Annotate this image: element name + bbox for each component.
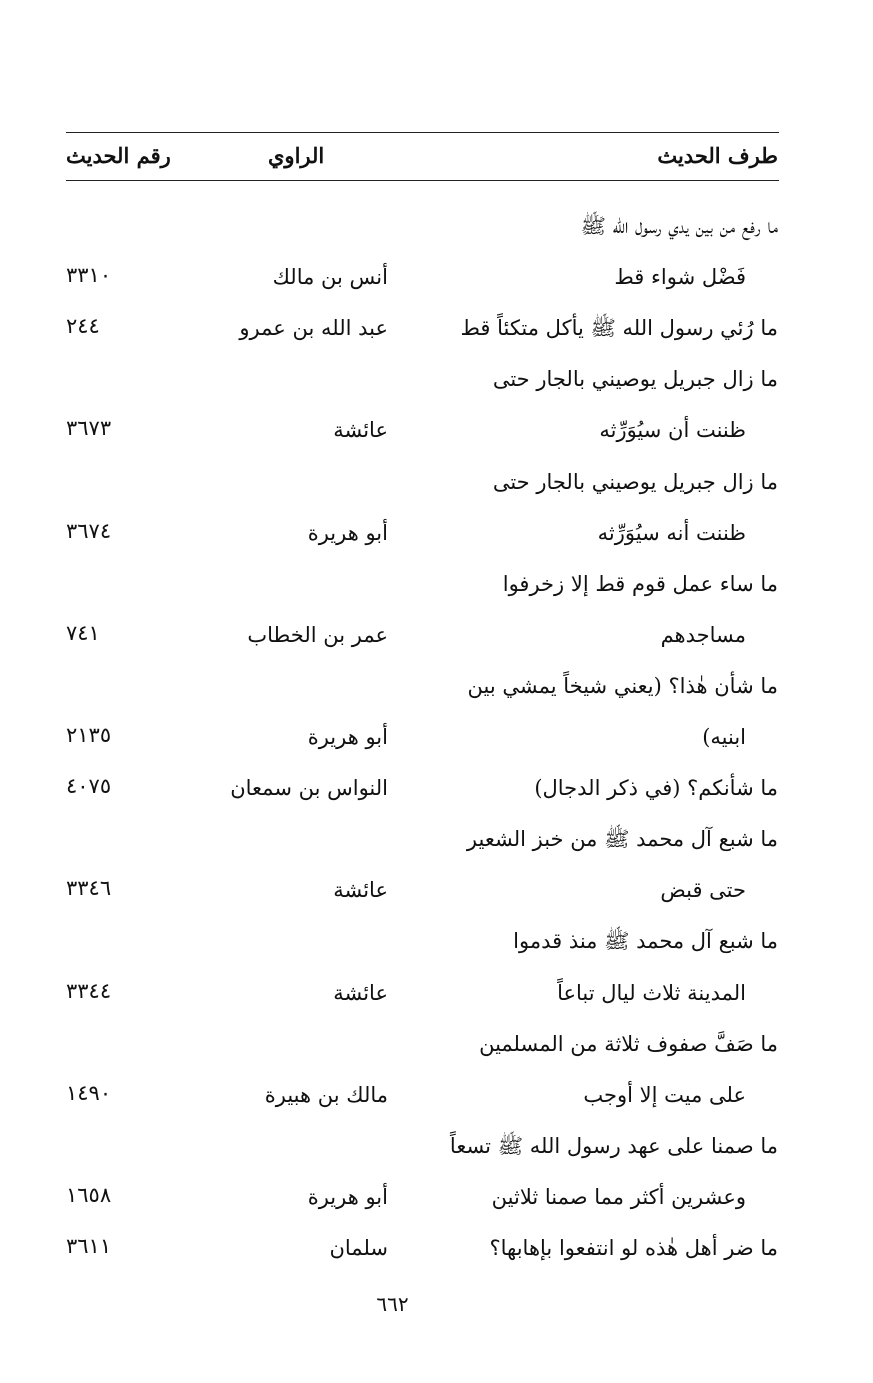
hadith-tip-line: ما زال جبريل يوصيني بالجار حتى (492, 367, 778, 392)
hadith-number: ٣٣١٠ (66, 263, 112, 288)
hadith-tip-line: ابنيه) (702, 725, 746, 749)
narrator-name: عائشة (333, 418, 388, 443)
hadith-number: ٣٣٤٤ (66, 978, 112, 1003)
header-bottom-rule (66, 180, 779, 181)
hadith-number: ٣٦١١ (66, 1234, 112, 1258)
hadith-number: ٢٤٤ (66, 314, 100, 339)
narrator-name: أبو هريرة (307, 725, 388, 749)
narrator-name: أنس بن مالك (272, 265, 388, 290)
header-top-rule (66, 132, 779, 133)
narrator-name: عبد الله بن عمرو (239, 316, 388, 341)
narrator-name: عائشة (333, 878, 388, 903)
header-hadith-number: رقم الحديث (66, 143, 171, 168)
narrator-name: مالك بن هبيرة (264, 1082, 388, 1107)
narrator-name: عمر بن الخطاب (247, 622, 388, 647)
hadith-tip-line: ما رفع من بين يدي رسول الله ﷺ (580, 214, 778, 238)
narrator-name: سلمان (329, 1236, 388, 1260)
hadith-number: ٣٦٧٤ (66, 518, 112, 543)
hadith-tip-line: ظننت أن سيُوَرِّثه (599, 418, 746, 443)
hadith-number: ٢١٣٥ (66, 723, 112, 747)
hadith-tip-line: وعشرين أكثر مما صمنا ثلاثين (491, 1184, 746, 1209)
hadith-tip-line: ما رُئي رسول الله ﷺ يأكل متكئاً قط (460, 316, 778, 341)
hadith-tip-line: فَضْل شواء قط (614, 265, 746, 290)
hadith-tip-line: ما صمنا على عهد رسول الله ﷺ تسعاً (449, 1133, 778, 1158)
hadith-number: ١٤٩٠ (66, 1080, 112, 1105)
hadith-tip-line: حتى قبض (660, 878, 746, 903)
hadith-number: ١٦٥٨ (66, 1182, 112, 1207)
hadith-number: ٤٠٧٥ (66, 774, 112, 799)
hadith-tip-line: على ميت إلا أوجب (583, 1082, 746, 1107)
hadith-tip-line: ما شأن هٰذا؟ (يعني شيخاً يمشي بين (467, 673, 778, 698)
hadith-number: ٣٣٤٦ (66, 876, 112, 901)
hadith-tip-line: ما صَفَّ صفوف ثلاثة من المسلمين (479, 1031, 778, 1056)
narrator-name: عائشة (333, 980, 388, 1005)
hadith-tip-line: ظننت أنه سيُوَرِّثه (597, 520, 746, 545)
header-narrator: الراوي (268, 143, 325, 168)
hadith-tip-line: المدينة ثلاث ليال تباعاً (557, 980, 746, 1005)
hadith-tip-line: ما ساء عمل قوم قط إلا زخرفوا (502, 571, 778, 596)
hadith-tip-line: مساجدهم (660, 622, 746, 647)
hadith-tip-line: ما ضر أهل هٰذه لو انتفعوا بإهابها؟ (489, 1236, 778, 1260)
hadith-tip-line: ما شبع آل محمد ﷺ من خبز الشعير (466, 827, 778, 852)
narrator-name: النواس بن سمعان (230, 776, 388, 801)
narrator-name: أبو هريرة (307, 520, 388, 545)
narrator-name: أبو هريرة (307, 1184, 388, 1209)
hadith-tip-line: ما زال جبريل يوصيني بالجار حتى (492, 469, 778, 494)
header-hadith-tip: طرف الحديث (657, 143, 778, 168)
page-number: ٦٦٢ (376, 1292, 409, 1316)
hadith-number: ٣٦٧٣ (66, 416, 112, 441)
hadith-number: ٧٤١ (66, 620, 100, 645)
hadith-tip-line: ما شبع آل محمد ﷺ منذ قدموا (513, 929, 778, 954)
hadith-tip-line: ما شأنكم؟ (في ذكر الدجال) (534, 776, 778, 801)
